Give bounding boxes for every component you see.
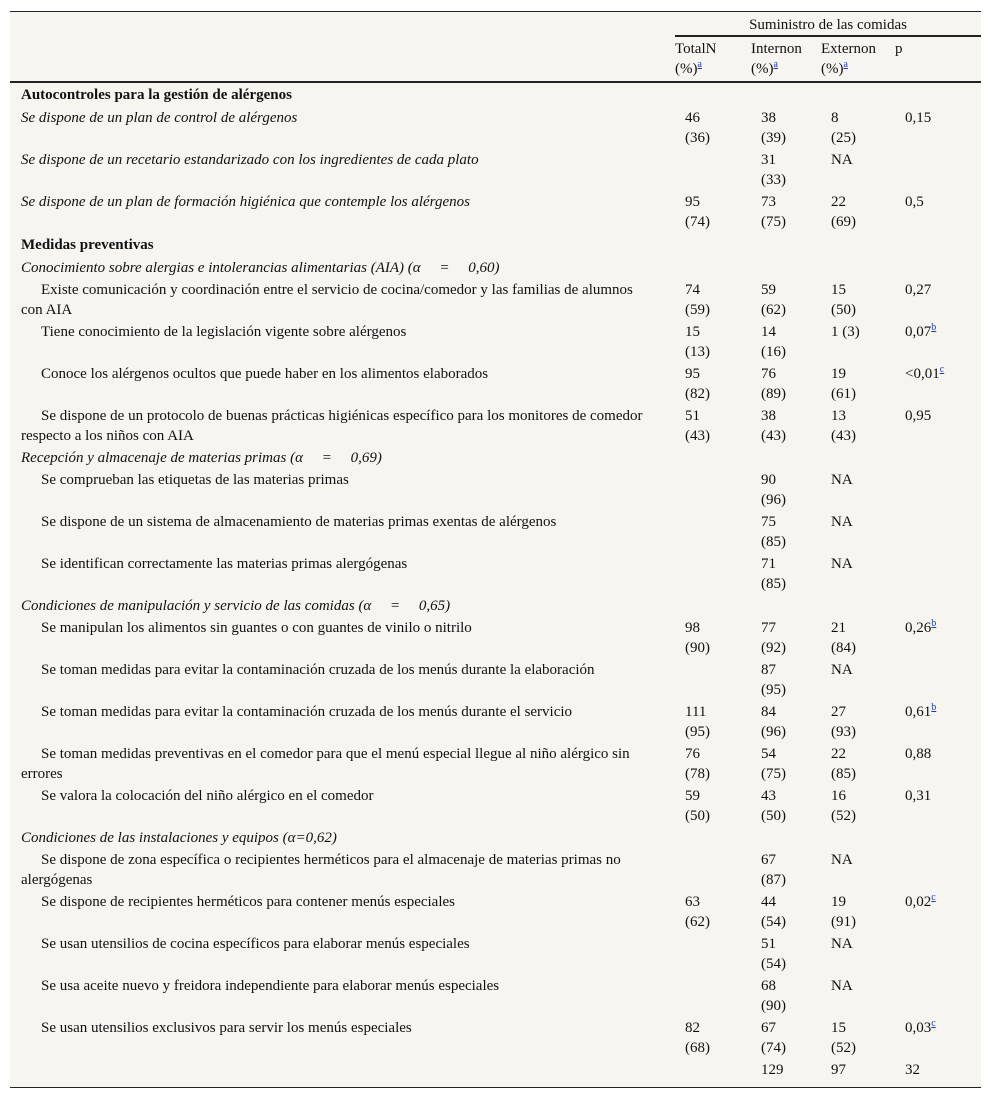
- p-value: 0,61: [905, 704, 932, 720]
- row-label-text: Se dispone de un sistema de almacenamiento de materias primas exentas de alérgenos: [41, 514, 557, 530]
- subsection-title: Conocimiento sobre alergias e intolerancias alimentarias (AIA) (α = 0,60): [21, 260, 500, 276]
- table-row: [10, 975, 981, 1017]
- cell-externo: [821, 553, 895, 595]
- cell-p: [895, 659, 981, 701]
- row-label: [10, 891, 675, 933]
- cell-percent: (74): [685, 214, 710, 230]
- cell-p: [895, 191, 981, 233]
- cell-value: 16: [831, 788, 846, 804]
- table-row: [10, 1017, 981, 1059]
- cell-value: 76: [761, 366, 776, 382]
- table-row: [10, 363, 981, 405]
- cell-value: 67: [761, 1020, 776, 1036]
- cell-externo: [821, 279, 895, 321]
- p-value: 0,31: [905, 788, 932, 804]
- cell-percent: (54): [761, 914, 786, 930]
- cell-total: [675, 405, 751, 447]
- row-label-text: Se dispone de un plan de control de alérgenos: [21, 110, 298, 126]
- cell-externo: [821, 701, 895, 743]
- row-label-text: Se usan utensilios de cocina específicos para elaborar menús especiales: [41, 936, 470, 952]
- cell-value: 54: [761, 746, 776, 762]
- row-label-text: Se dispone de recipientes herméticos para contener menús especiales: [41, 894, 456, 910]
- cell-percent: (91): [831, 914, 856, 930]
- cell-interno: [751, 617, 821, 659]
- row-label-text: Existe comunicación y coordinación entre el servicio de cocina/comedor y las familias de alumnos con AIA: [21, 282, 633, 318]
- cell-value: 76: [685, 746, 700, 762]
- cell-value: 77: [761, 620, 776, 636]
- cell-value: 73: [761, 194, 776, 210]
- cell-p: [895, 469, 981, 511]
- table-row: [10, 405, 981, 447]
- row-label: [10, 321, 675, 363]
- cell-interno: [751, 321, 821, 363]
- cell-interno: [751, 107, 821, 149]
- totals-empty: [675, 1059, 751, 1081]
- p-value: 0,95: [905, 408, 932, 424]
- row-label-text: Se identifican correctamente las materias primas alergógenas: [41, 556, 408, 572]
- cell-percent: (75): [761, 766, 786, 782]
- cell-interno: [751, 363, 821, 405]
- cell-value: NA: [831, 556, 853, 572]
- row-label: [10, 617, 675, 659]
- cell-percent: (52): [831, 1040, 856, 1056]
- table-row: [10, 785, 981, 827]
- cell-percent: (43): [685, 428, 710, 444]
- cell-percent: (96): [761, 492, 786, 508]
- subsection-title: Recepción y almacenaje de materias primas (α = 0,69): [21, 450, 382, 466]
- cell-value: NA: [831, 152, 853, 168]
- cell-value: 15: [685, 324, 700, 340]
- table-row: [10, 617, 981, 659]
- cell-percent: (50): [831, 302, 856, 318]
- cell-percent: (43): [761, 428, 786, 444]
- table-row: [10, 701, 981, 743]
- p-value: 0,03: [905, 1020, 932, 1036]
- p-value: 0,15: [905, 110, 932, 126]
- row-label: [10, 511, 675, 553]
- cell-value: 1 (3): [831, 324, 860, 340]
- cell-externo: [821, 617, 895, 659]
- cell-percent: (54): [761, 956, 786, 972]
- cell-interno: [751, 891, 821, 933]
- footnote-link[interactable]: a: [773, 59, 778, 70]
- cell-p: [895, 149, 981, 191]
- cell-value: 27: [831, 704, 846, 720]
- cell-percent: (74): [761, 1040, 786, 1056]
- cell-value: 46: [685, 110, 700, 126]
- cell-value: 38: [761, 408, 776, 424]
- cell-value: 75: [761, 514, 776, 530]
- row-label-text: Se dispone de un protocolo de buenas prácticas higiénicas específico para los monitores de comedor respecto a los niños con AIA: [21, 408, 643, 444]
- cell-percent: (89): [761, 386, 786, 402]
- cell-interno: [751, 659, 821, 701]
- p-value: 0,02: [905, 894, 932, 910]
- row-label-text: Se valora la colocación del niño alérgico en el comedor: [41, 788, 374, 804]
- cell-externo: [821, 975, 895, 1017]
- cell-total: [675, 617, 751, 659]
- cell-percent: (59): [685, 302, 710, 318]
- cell-p: [895, 279, 981, 321]
- p-value: <0,01: [905, 366, 940, 382]
- footnote-link[interactable]: c: [931, 892, 936, 903]
- cell-total: [675, 107, 751, 149]
- footnote-link[interactable]: b: [931, 618, 937, 629]
- table-row: [10, 659, 981, 701]
- cell-interno: [751, 191, 821, 233]
- cell-value: 15: [831, 1020, 846, 1036]
- cell-p: [895, 849, 981, 891]
- cell-value: 98: [685, 620, 700, 636]
- cell-value: 22: [831, 194, 846, 210]
- cell-value: 44: [761, 894, 776, 910]
- cell-percent: (90): [685, 640, 710, 656]
- cell-total: [675, 321, 751, 363]
- table-row: [10, 933, 981, 975]
- row-label: [10, 701, 675, 743]
- row-label: [10, 553, 675, 595]
- cell-p: [895, 785, 981, 827]
- cell-interno: [751, 469, 821, 511]
- footnote-link[interactable]: b: [931, 322, 937, 333]
- cell-interno: [751, 785, 821, 827]
- cell-percent: (96): [761, 724, 786, 740]
- group-header: Suministro de las comidas: [675, 12, 981, 36]
- cell-externo: [821, 743, 895, 785]
- cell-value: 22: [831, 746, 846, 762]
- cell-percent: (87): [761, 872, 786, 888]
- cell-externo: [821, 849, 895, 891]
- cell-percent: (82): [685, 386, 710, 402]
- header-empty-cell: [10, 36, 675, 82]
- cell-percent: (50): [685, 808, 710, 824]
- totals-externo: 97: [831, 1062, 846, 1078]
- cell-value: 14: [761, 324, 776, 340]
- cell-value: NA: [831, 978, 853, 994]
- cell-total: [675, 933, 751, 975]
- row-label-text: Se manipulan los alimentos sin guantes o con guantes de vinilo o nitrilo: [41, 620, 472, 636]
- cell-percent: (84): [831, 640, 856, 656]
- cell-value: 63: [685, 894, 700, 910]
- cell-value: 31: [761, 152, 776, 168]
- section-title: Medidas preventivas: [21, 237, 154, 253]
- cell-interno: [751, 553, 821, 595]
- cell-percent: (52): [831, 808, 856, 824]
- cell-value: NA: [831, 936, 853, 952]
- cell-interno: [751, 701, 821, 743]
- cell-total: [675, 743, 751, 785]
- row-label-text: Se dispone de zona específica o recipientes herméticos para el almacenaje de materias primas no alergógenas: [21, 852, 621, 888]
- cell-value: 19: [831, 894, 846, 910]
- row-label-text: Se toman medidas para evitar la contaminación cruzada de los menús durante la elaboración: [41, 662, 595, 678]
- cell-percent: (85): [761, 576, 786, 592]
- cell-value: NA: [831, 514, 853, 530]
- row-label: [10, 1017, 675, 1059]
- cell-p: [895, 891, 981, 933]
- cell-percent: (13): [685, 344, 710, 360]
- row-label: [10, 659, 675, 701]
- cell-percent: (36): [685, 130, 710, 146]
- subsection-title: Condiciones de las instalaciones y equipos (α=0,62): [21, 830, 337, 846]
- row-label: [10, 849, 675, 891]
- cell-value: 71: [761, 556, 776, 572]
- totals-empty: [10, 1059, 675, 1081]
- cell-value: 19: [831, 366, 846, 382]
- cell-total: [675, 279, 751, 321]
- cell-interno: [751, 511, 821, 553]
- p-value: 0,27: [905, 282, 932, 298]
- totals-row: [10, 1059, 981, 1081]
- cell-interno: [751, 279, 821, 321]
- row-label-text: Se dispone de un recetario estandarizado con los ingredientes de cada plato: [21, 152, 479, 168]
- cell-percent: (85): [831, 766, 856, 782]
- cell-percent: (92): [761, 640, 786, 656]
- cell-value: NA: [831, 472, 853, 488]
- cell-p: [895, 743, 981, 785]
- col-header-interno: Internon (%)$^a$: [751, 36, 821, 82]
- header-empty-cell: [10, 12, 675, 36]
- cell-total: [675, 659, 751, 701]
- cell-value: 95: [685, 366, 700, 382]
- cell-total: [675, 849, 751, 891]
- cell-p: [895, 511, 981, 553]
- cell-total: [675, 553, 751, 595]
- cell-externo: [821, 785, 895, 827]
- cell-interno: [751, 743, 821, 785]
- table-container: [10, 11, 981, 1088]
- cell-interno: [751, 1017, 821, 1059]
- cell-value: 74: [685, 282, 700, 298]
- cell-percent: (39): [761, 130, 786, 146]
- table-row: [10, 191, 981, 233]
- cell-p: [895, 405, 981, 447]
- footnote-link[interactable]: a: [843, 59, 848, 70]
- table-row: [10, 553, 981, 595]
- cell-externo: [821, 107, 895, 149]
- row-label-text: Conoce los alérgenos ocultos que puede haber en los alimentos elaborados: [41, 366, 489, 382]
- cell-total: [675, 469, 751, 511]
- cell-externo: [821, 191, 895, 233]
- cell-p: [895, 701, 981, 743]
- table-row: [10, 469, 981, 511]
- table-row: [10, 891, 981, 933]
- cell-total: [675, 511, 751, 553]
- cell-total: [675, 785, 751, 827]
- cell-value: 95: [685, 194, 700, 210]
- cell-percent: (95): [685, 724, 710, 740]
- row-label: [10, 149, 675, 191]
- row-label: [10, 107, 675, 149]
- cell-total: [675, 701, 751, 743]
- row-label-text: Se toman medidas para evitar la contaminación cruzada de los menús durante el servicio: [41, 704, 573, 720]
- row-label: [10, 405, 675, 447]
- cell-percent: (68): [685, 1040, 710, 1056]
- cell-interno: [751, 405, 821, 447]
- cell-externo: [821, 511, 895, 553]
- table-row: [10, 511, 981, 553]
- cell-value: 87: [761, 662, 776, 678]
- table-row: [10, 743, 981, 785]
- row-label-text: Se comprueban las etiquetas de las materias primas: [41, 472, 349, 488]
- cell-percent: (95): [761, 682, 786, 698]
- row-label: [10, 933, 675, 975]
- cell-total: [675, 191, 751, 233]
- cell-percent: (62): [685, 914, 710, 930]
- cell-value: NA: [831, 852, 853, 868]
- cell-percent: (85): [761, 534, 786, 550]
- cell-percent: (90): [761, 998, 786, 1014]
- cell-interno: [751, 933, 821, 975]
- cell-p: [895, 321, 981, 363]
- table-row: [10, 849, 981, 891]
- cell-value: 15: [831, 282, 846, 298]
- data-table: [10, 12, 981, 1081]
- cell-value: 90: [761, 472, 776, 488]
- row-label-text: Tiene conocimiento de la legislación vigente sobre alérgenos: [41, 324, 407, 340]
- row-label-text: Se usan utensilios exclusivos para servir los menús especiales: [41, 1020, 412, 1036]
- cell-percent: (75): [761, 214, 786, 230]
- cell-p: [895, 617, 981, 659]
- cell-externo: [821, 321, 895, 363]
- totals-p: 32: [905, 1062, 920, 1078]
- cell-value: 8: [831, 110, 839, 126]
- row-label: [10, 363, 675, 405]
- cell-value: 43: [761, 788, 776, 804]
- cell-percent: (93): [831, 724, 856, 740]
- p-value: 0,5: [905, 194, 924, 210]
- cell-externo: [821, 933, 895, 975]
- cell-total: [675, 891, 751, 933]
- table-row: [10, 149, 981, 191]
- p-value: 0,88: [905, 746, 932, 762]
- cell-value: 51: [685, 408, 700, 424]
- cell-value: 67: [761, 852, 776, 868]
- table-row: [10, 279, 981, 321]
- row-label: [10, 279, 675, 321]
- table-row: [10, 321, 981, 363]
- cell-value: 59: [761, 282, 776, 298]
- cell-percent: (78): [685, 766, 710, 782]
- cell-p: [895, 975, 981, 1017]
- col-header-externo: Externon (%)$^a$: [821, 36, 895, 82]
- cell-value: 82: [685, 1020, 700, 1036]
- cell-value: 111: [685, 704, 707, 720]
- cell-value: 51: [761, 936, 776, 952]
- cell-externo: [821, 149, 895, 191]
- cell-value: 84: [761, 704, 776, 720]
- cell-percent: (69): [831, 214, 856, 230]
- cell-p: [895, 553, 981, 595]
- cell-p: [895, 107, 981, 149]
- cell-total: [675, 363, 751, 405]
- section-title: Autocontroles para la gestión de alérgenos: [21, 87, 292, 103]
- footnote-link[interactable]: a: [697, 59, 702, 70]
- cell-percent: (33): [761, 172, 786, 188]
- row-label: [10, 743, 675, 785]
- cell-percent: (25): [831, 130, 856, 146]
- cell-percent: (43): [831, 428, 856, 444]
- row-label: [10, 785, 675, 827]
- cell-total: [675, 149, 751, 191]
- row-label-text: Se usa aceite nuevo y freidora independiente para elaborar menús especiales: [41, 978, 500, 994]
- cell-p: [895, 933, 981, 975]
- cell-interno: [751, 149, 821, 191]
- cell-interno: [751, 975, 821, 1017]
- cell-externo: [821, 405, 895, 447]
- col-header-total: TotalN (%)$^a$: [675, 36, 751, 82]
- table-row: [10, 107, 981, 149]
- footnote-link[interactable]: c: [931, 1018, 936, 1029]
- cell-value: NA: [831, 662, 853, 678]
- cell-externo: [821, 891, 895, 933]
- cell-externo: [821, 469, 895, 511]
- totals-interno: 129: [761, 1062, 784, 1078]
- row-label: [10, 191, 675, 233]
- cell-percent: (50): [761, 808, 786, 824]
- cell-p: [895, 363, 981, 405]
- p-value: 0,26: [905, 620, 932, 636]
- p-value: 0,07: [905, 324, 932, 340]
- cell-value: 38: [761, 110, 776, 126]
- cell-externo: [821, 363, 895, 405]
- footnote-link[interactable]: c: [939, 364, 945, 375]
- cell-total: [675, 1017, 751, 1059]
- cell-total: [675, 975, 751, 1017]
- cell-externo: [821, 659, 895, 701]
- cell-externo: [821, 1017, 895, 1059]
- cell-interno: [751, 849, 821, 891]
- footnote-link[interactable]: b: [931, 702, 937, 713]
- row-label-text: Se dispone de un plan de formación higiénica que contemple los alérgenos: [21, 194, 470, 210]
- cell-percent: (62): [761, 302, 786, 318]
- row-label-text: Se toman medidas preventivas en el comedor para que el menú especial llegue al niño alérgico sin errores: [21, 746, 630, 782]
- cell-percent: (61): [831, 386, 856, 402]
- row-label: [10, 975, 675, 1017]
- row-label: [10, 469, 675, 511]
- cell-value: 59: [685, 788, 700, 804]
- cell-value: 21: [831, 620, 846, 636]
- cell-value: 68: [761, 978, 776, 994]
- cell-p: [895, 1017, 981, 1059]
- cell-value: 13: [831, 408, 846, 424]
- col-header-p: p: [895, 36, 981, 82]
- subsection-title: Condiciones de manipulación y servicio de las comidas (α = 0,65): [21, 598, 451, 614]
- cell-percent: (16): [761, 344, 786, 360]
